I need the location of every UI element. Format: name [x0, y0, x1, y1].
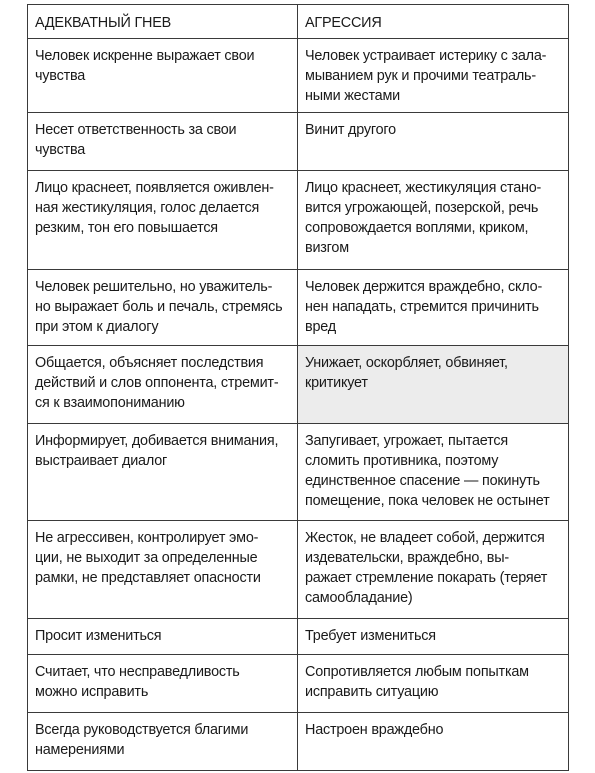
- aggression-text: Унижает, оскорбляет, обвиняет, критикует: [305, 355, 508, 391]
- anger-text: Лицо краснеет, появляется оживлен- ная жестикуляция, голос делается резким, тон его повышается: [35, 180, 274, 236]
- anger-cell: [28, 424, 298, 521]
- aggression-text: Настроен враждебно: [305, 722, 444, 738]
- anger-cell: [28, 619, 298, 655]
- table-row: [28, 113, 569, 171]
- aggression-text: Человек устраивает истерику с зала- мыванием рук и прочими театраль- ными жестами: [305, 48, 547, 104]
- anger-text: Человек искренне выражает свои чувства: [35, 48, 255, 84]
- anger-text: Всегда руководствуется благими намерениями: [35, 722, 249, 758]
- aggression-cell: [298, 424, 569, 521]
- aggression-cell: [298, 171, 569, 270]
- aggression-cell: [298, 346, 569, 424]
- aggression-text: Сопротивляется любым попыткам исправить ситуацию: [305, 664, 529, 700]
- table-row: [28, 424, 569, 521]
- header-row: [28, 5, 569, 39]
- anger-text: Считает, что несправедливость можно исправить: [35, 664, 240, 700]
- anger-text: Человек решительно, но уважитель- но выражает боль и печаль, стремясь при этом к диалогу: [35, 279, 283, 335]
- comparison-table: [27, 4, 569, 771]
- aggression-cell: [298, 270, 569, 346]
- anger-text: Не агрессивен, контролирует эмо- ции, не выходит за определенные рамки, не представляет опасности: [35, 530, 261, 586]
- anger-text: Несет ответственность за свои чувства: [35, 122, 237, 158]
- aggression-cell: [298, 713, 569, 771]
- table-row: [28, 171, 569, 270]
- aggression-cell: [298, 619, 569, 655]
- aggression-cell: [298, 655, 569, 713]
- table-row: [28, 521, 569, 619]
- header-adequate-anger: АДЕКВАТНЫЙ ГНЕВ: [28, 5, 298, 39]
- aggression-cell: [298, 39, 569, 113]
- table-row: [28, 270, 569, 346]
- table-row: [28, 619, 569, 655]
- aggression-cell: [298, 113, 569, 171]
- anger-text: Общается, объясняет последствия действий и слов оппонента, стремит- ся к взаимопониманию: [35, 355, 279, 411]
- anger-cell: [28, 113, 298, 171]
- anger-cell: [28, 39, 298, 113]
- table-header: [28, 5, 569, 39]
- aggression-text: Лицо краснеет, жестикуляция стано- вится угрожающей, позерской, речь сопровождается воплями, криком, визгом: [305, 180, 542, 256]
- header-aggression: АГРЕССИЯ: [298, 5, 569, 39]
- aggression-cell: [298, 521, 569, 619]
- aggression-text: Винит другого: [305, 122, 396, 138]
- anger-text: Просит измениться: [35, 628, 162, 644]
- anger-text: Информирует, добивается внимания, выстраивает диалог: [35, 433, 279, 469]
- aggression-text: Человек держится враждебно, скло- нен нападать, стремится причинить вред: [305, 279, 543, 335]
- anger-cell: [28, 713, 298, 771]
- table-row: [28, 346, 569, 424]
- aggression-text: Жесток, не владеет собой, держится издевательски, враждебно, вы- ражает стремление покарать (теряет самообладание): [305, 530, 548, 606]
- table-row: [28, 713, 569, 771]
- anger-cell: [28, 171, 298, 270]
- aggression-text: Запугивает, угрожает, пытается сломить противника, поэтому единственное спасение — покинуть помещение, пока человек не остынет: [305, 433, 550, 509]
- table-row: [28, 39, 569, 113]
- anger-cell: [28, 346, 298, 424]
- anger-cell: [28, 521, 298, 619]
- anger-cell: [28, 655, 298, 713]
- table-body: [28, 39, 569, 771]
- aggression-text: Требует измениться: [305, 628, 436, 644]
- table-row: [28, 655, 569, 713]
- anger-cell: [28, 270, 298, 346]
